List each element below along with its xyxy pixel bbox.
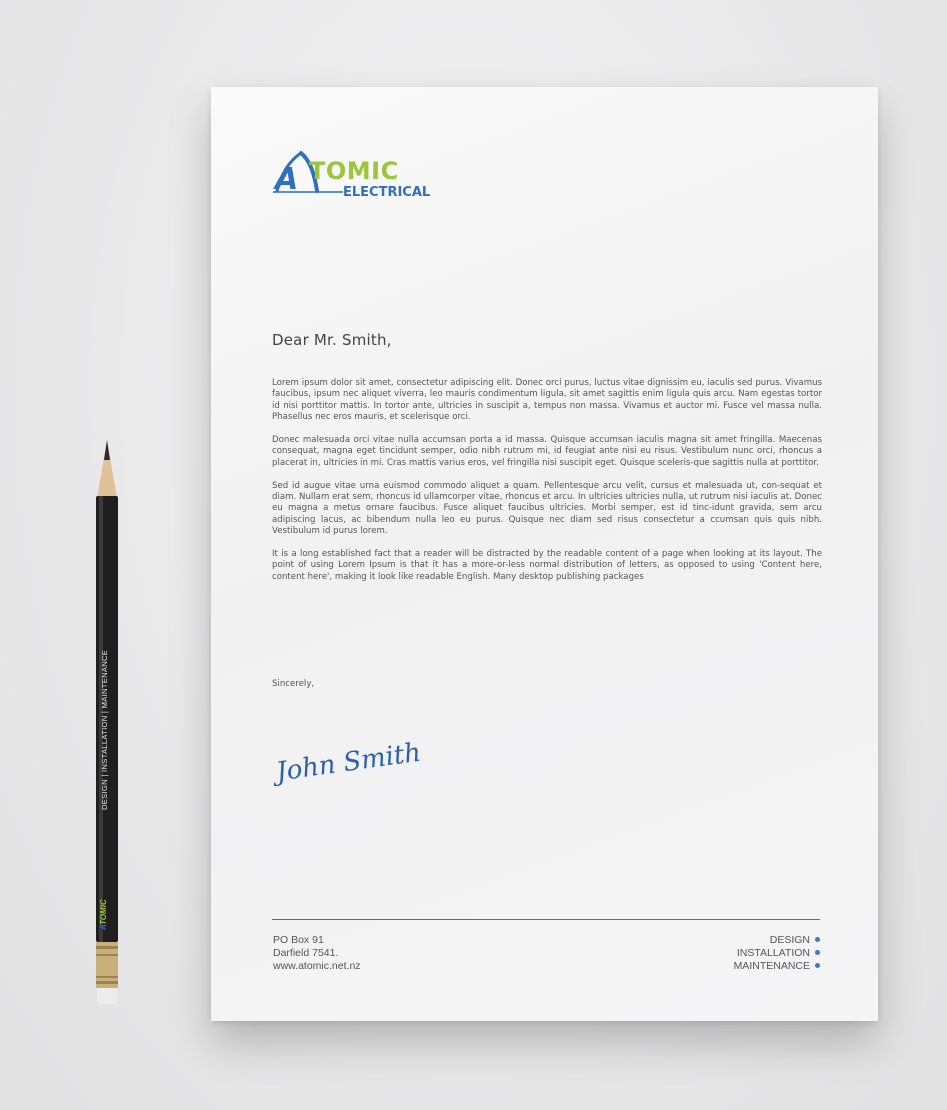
- service-item: [734, 947, 820, 960]
- paragraph: Sed id augue vitae urna euismod commodo aliquet a quam. Pellentesque arcu velit, cursus et malesuada ut, con-sequat et diam. Nullam erat sem, rhoncus id ullamcorper vitae, rhoncus et arcu. In ultricies ultricies nulla, ut rutrum nisi iaculis at. Donec eu magna a metus ornare faucibus. Fusce aliquet faucibus ultricies. Morbi semper, est id tinc-idunt gravida, sem arcu adipiscing lacus, ac bibendum nulla leo eu purus. Quisque nec diam sed risus consectetur a ccumsan quis quis nibh. Vestibulum id purus lorem.: [272, 480, 822, 537]
- website-link[interactable]: www.atomic.net.nz: [273, 960, 361, 972]
- logo-letter-a: A: [275, 162, 299, 197]
- address-line: Darfield 7541.: [273, 947, 339, 959]
- footer-divider: [272, 919, 820, 920]
- pencil-imprint: DESIGN | INSTALLATION | MAINTENANCE: [100, 649, 109, 810]
- logo-wordmark-bottom: ELECTRICAL: [343, 185, 431, 200]
- paragraph: Lorem ipsum dolor sit amet, consectetur adipiscing elit. Donec orci purus, luctus vitae dignissim eu, iaculis sed purus. Vivamus faucibus, ipsum nec aliquet viverra, leo mauris condimentum ligula, sit amet sagittis enim ligula quis arcu. Nam egestas tortor id nisi porttitor mattis. In tortor ante, ultricies in suscipit a, tempus non massa. Vivamus et auctor mi. Fusce vel massa nulla. Phasellus nec eros mauris, et scelerisque orci.: [272, 378, 822, 423]
- bullet-icon: [815, 950, 820, 955]
- bullet-icon: [815, 937, 820, 942]
- service-item: [734, 934, 820, 947]
- logo-mark: [271, 147, 447, 205]
- bullet-icon: [815, 963, 820, 968]
- letterhead-sheet: [211, 87, 878, 1021]
- signature: [271, 729, 423, 789]
- services-list: [734, 934, 820, 973]
- signature-text: John Smith: [274, 737, 423, 788]
- salutation: Dear Mr. Smith,: [272, 331, 392, 349]
- logo-wordmark-top: TOMIC: [309, 157, 399, 185]
- address-line: PO Box 91: [273, 934, 324, 946]
- paragraph: It is a long established fact that a reader will be distracted by the readable content of a page when looking at its layout. The point of using Lorem Ipsum is that it has a more-or-less normal distribution of letters, as opposed to using 'Content here, content here', making it look like readable English. Many desktop publishing packages: [272, 549, 822, 582]
- service-label: INSTALLATION: [736, 947, 810, 959]
- closing: Sincerely,: [272, 679, 315, 689]
- pencil-logo-a: A: [99, 924, 108, 930]
- signature-graphic: [271, 729, 423, 789]
- paragraph: Donec malesuada orci vitae nulla accumsan porta a id massa. Quisque accumsan iaculis magna sit amet fringilla. Maecenas consequat, magna eget tincidunt semper, odio nibh rutrum mi, id feugiat ante nisi eu risus. Vestibulum nunc orci, rhoncus a placerat in, ultricies in mi. Cras mattis varius eros, vel fringilla nisi suscipit eget. Quisque sceleris-que sagittis nulla at porttitor.: [272, 435, 822, 468]
- pencil-logo-rest: TOMIC: [99, 899, 108, 925]
- service-item: [734, 960, 820, 973]
- service-label: DESIGN: [769, 934, 810, 946]
- service-label: MAINTENANCE: [733, 960, 810, 972]
- letter-body: [272, 378, 822, 595]
- atomic-electrical-logo: [271, 147, 447, 205]
- address-block: [273, 934, 361, 973]
- pencil-logo: [99, 890, 108, 930]
